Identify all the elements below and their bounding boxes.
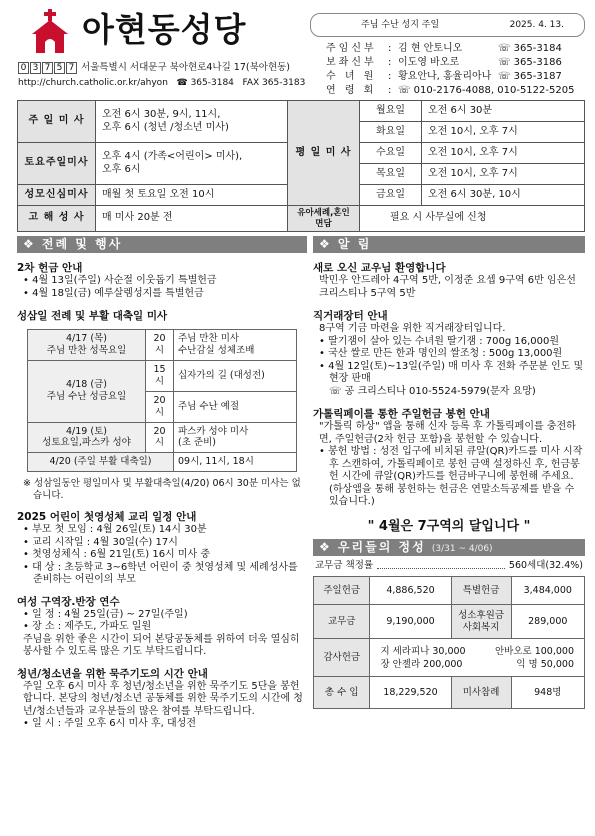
- baptism-marriage-label: 유아세례,혼인면담: [288, 206, 360, 232]
- text: 여성 구역장.반장 연수: [17, 595, 120, 608]
- text: 성삼일 전례 및 부활 대축일 미사: [17, 310, 168, 323]
- text: :: [388, 85, 392, 96]
- text: 미사참례: [451, 677, 511, 709]
- text: 20시: [146, 330, 174, 361]
- address: [18, 62, 290, 74]
- text: • 국산 쌀로 만든 한과 명인의 쌀조청 : 500g 13,000원: [319, 348, 563, 360]
- text: 오후 6시: [102, 163, 141, 175]
- text: • 봉헌 방법 : 성전 입구에 비치된 큐알(QR)카드를 미사 시작 후 스캔하여, 가톨릭페이로 봉헌 금액 설정하신 후, 헌금봉헌 시간에 큐알(QR)카드를 헌금바구니에 봉헌해 주세요. (하상앱을 통해 봉헌하는 헌금은 연말소득공제를 받을 수 있습니다.): [319, 446, 583, 508]
- text: 익 명 50,000: [516, 658, 574, 670]
- text: 주님 만찬 미사: [178, 333, 240, 345]
- monthly-slogan: " 4월은 7구역의 달입니다 ": [367, 518, 531, 534]
- week-banner: [310, 13, 585, 37]
- text: 560세대(32.4%): [508, 560, 583, 572]
- text: 청년/청소년을 위한 묵주기도의 시간 안내: [17, 667, 208, 680]
- text: 서울특별시 서대문구 북아현로4나길 17(북아현동): [81, 62, 290, 73]
- text: 오전 10시, 오후 7시: [422, 143, 585, 164]
- text: 오전 10시, 오후 7시: [422, 122, 585, 143]
- text: • 일 정 : 4월 25일(금) ~ 27일(주일): [23, 608, 188, 620]
- text: 오후 6시 (청년 /청소년 미사): [102, 121, 229, 133]
- text: 필요 시 사무실에 신청: [360, 206, 585, 232]
- text: 황요안나, 홍율리아나: [398, 71, 492, 82]
- weekday-mass-label: 평 일 미 사: [288, 101, 360, 206]
- text: 오전 10시, 오후 7시: [422, 164, 585, 185]
- text: ☏ 010-2176-4088, 010-5122-5205: [398, 85, 575, 96]
- text: 주임신부: [326, 43, 377, 54]
- text: ❖ 우리들의 정성: [319, 540, 426, 555]
- text: 성토요일,파스카 성야: [42, 437, 131, 449]
- text: 특별헌금: [451, 577, 511, 605]
- text: 파스카 성야 미사: [178, 425, 249, 437]
- text: 주일헌금: [314, 577, 370, 605]
- text: 이도영 바오로: [398, 57, 460, 68]
- text: "가톨릭 하상" 앱을 통해 신자 등록 후 가톨릭페이를 충전하면, 주일헌금(2차 헌금 포함)을 봉헌할 수 있습니다.: [319, 421, 576, 445]
- text: • 4월 13일(주일) 사순절 이웃돕기 특별헌금: [23, 275, 217, 287]
- section-header: ❖ 전례 및 행사: [17, 236, 307, 253]
- text: 가톨릭페이를 통한 주일헌금 봉헌 안내: [313, 408, 490, 421]
- sunday-mass-times: [96, 101, 288, 143]
- text: 금요일: [360, 185, 422, 206]
- text: • 장 소 : 제주도, 가파도 일원: [23, 621, 152, 633]
- text: 매월 첫 토요일 오전 10시: [96, 185, 288, 206]
- text: 주님을 위한 좋은 시간이 되어 본당공동체를 위하여 더욱 열심히 봉사할 수 있도록 많은 기도 부탁드립니다.: [23, 633, 300, 658]
- text: 오전 6시 30분, 10시: [422, 185, 585, 206]
- text: 8구역 기금 마련을 위한 직거래장터입니다.: [319, 323, 506, 335]
- postal-code: [18, 62, 78, 73]
- text: 2025 어린이 첫영성체 교리 일정 안내: [17, 510, 197, 523]
- bulletin-date: 2025. 4. 13.: [509, 20, 564, 30]
- offering-table: [313, 576, 585, 709]
- text: 0: [18, 62, 29, 74]
- text: 948명: [511, 677, 584, 709]
- marian-mass-label: 성모신심미사: [18, 185, 96, 206]
- text: 2차 헌금 안내: [17, 262, 83, 274]
- text: 성소후원금 사회복지: [451, 605, 511, 639]
- text: ☏ 365-3184: [498, 43, 562, 54]
- staff-row: [326, 42, 574, 56]
- text: 수요일: [360, 143, 422, 164]
- text: :: [388, 43, 392, 54]
- text: 3: [30, 62, 41, 74]
- text: • 일 시 : 주일 오후 6시 미사 후, 대성전: [23, 718, 196, 730]
- text: 지 세라피나 30,000: [380, 645, 466, 657]
- offering-header: [313, 539, 585, 556]
- text: 장 안젤라 200,000: [380, 658, 463, 670]
- website-link[interactable]: http://church.catholic.or.kr/ahyon: [18, 78, 168, 88]
- staff-row: [326, 70, 574, 84]
- saturday-mass-label: 토요주일미사: [18, 143, 96, 185]
- text: ☏ 공 크리스티나 010-5524-5979(문자 요망): [329, 385, 536, 397]
- text: 총 수 입: [314, 677, 370, 709]
- text: 오전 6시 30분, 9시, 11시,: [102, 109, 221, 120]
- tithe-rate: [313, 560, 585, 572]
- text: 수난감실 성체조배: [178, 345, 255, 357]
- text: 수 녀 원: [326, 71, 377, 82]
- text: 오후 4시 (가족<어린이> 미사),: [102, 151, 243, 162]
- text: ☏ 365-3186: [498, 57, 562, 68]
- phone: ☎ 365-3184: [176, 78, 234, 88]
- staff-row: [326, 84, 574, 98]
- text: • 대 상 : 초등학교 3~6학년 어린이 중 첫영성체 및 세례성사를 준비하는 어린이의 부모: [23, 561, 298, 585]
- holy-week-table: [27, 329, 297, 472]
- text: • 4월 12일(토)~13일(주일) 매 미사 후 전화 주문분 인도 및 현장 판매: [319, 360, 584, 385]
- text: 보좌신부: [326, 57, 377, 68]
- text: 4/17 (목): [66, 333, 107, 345]
- text: 오전 6시 30분: [422, 101, 585, 122]
- text: 매 미사 20분 전: [96, 206, 288, 232]
- text: 20시: [146, 422, 174, 453]
- text: 4/18 (금): [66, 379, 107, 391]
- saturday-mass-times: [96, 143, 288, 185]
- text: 새로 오신 교우님 환영합니다: [313, 262, 446, 274]
- text: 교무금 책정률: [315, 560, 374, 572]
- text: 주님 수난 성금요일: [46, 391, 127, 403]
- sunday-mass-label: 주 일 미 사: [18, 101, 96, 143]
- text: 화요일: [360, 122, 422, 143]
- text: 4/20 (주일 부활 대축일): [28, 453, 174, 472]
- text: 목요일: [360, 164, 422, 185]
- text: 4,886,520: [370, 577, 451, 605]
- text: 주일 오후 6시 미사 후 청년/청소년을 위한 묵주기도 5단을 봉헌합니다. 본당의 청년/청소년 공동체를 위한 묵주기도의 시간에 청년/청소년들과 교우분들의 많은 참여를 부탁드립니다.: [23, 680, 303, 717]
- text: 월요일: [360, 101, 422, 122]
- text: 15시: [146, 361, 174, 392]
- text: (3/31 ~ 4/06): [431, 544, 493, 555]
- text: 18,229,520: [370, 677, 451, 709]
- text: :: [388, 57, 392, 68]
- text: 5: [54, 62, 65, 74]
- fax: FAX 365-3183: [242, 78, 306, 88]
- text: 주님 수난 예절: [174, 391, 297, 422]
- text: 안바오로 100,000: [494, 645, 574, 657]
- text: 직거래장터 안내: [313, 310, 388, 323]
- text: 박민우 안드레아 4구역 5반, 이정준 요셉 9구역 6반 임은선 크리스티나 5구역 5반: [319, 275, 576, 299]
- staff-row: [326, 56, 574, 70]
- text: 교무금: [314, 605, 370, 639]
- text: • 4월 18일(금) 예루살렘성지를 특별헌금: [23, 287, 204, 299]
- text: 9,190,000: [370, 605, 451, 639]
- text: 십자가의 길 (대성전): [174, 361, 297, 392]
- text: ※ 성삼일동안 평일미사 및 부활대축일(4/20) 06시 30분 미사는 없습니다.: [23, 478, 301, 501]
- section-header: ❖ 알 림: [313, 236, 585, 253]
- text: 7: [42, 62, 53, 74]
- confession-label: 고 해 성 사: [18, 206, 96, 232]
- text: 09시, 11시, 18시: [174, 453, 297, 472]
- text: • 교리 시작일 : 4월 30일(수) 17시: [23, 536, 178, 548]
- parish-title: 아현동성당: [82, 10, 247, 49]
- notices-column: [313, 236, 585, 709]
- text: 감사헌금: [314, 639, 370, 677]
- text: 3,484,000: [511, 577, 584, 605]
- contact-line: [18, 78, 305, 89]
- mass-schedule-table: [17, 100, 585, 232]
- text: 연 령 회: [326, 85, 377, 96]
- text: • 첫영성체식 : 6월 21일(토) 16시 미사 중: [23, 549, 211, 560]
- liturgical-week: 주님 수난 성지 주일: [361, 20, 440, 30]
- text: 주님 만찬 성목요일: [46, 345, 127, 357]
- text: 김 현 안토니오: [398, 43, 463, 54]
- text: 4/19 (토): [66, 425, 107, 437]
- text: (초 준비): [178, 437, 216, 449]
- staff-list: [326, 42, 574, 98]
- text: 20시: [146, 391, 174, 422]
- liturgy-events-column: [17, 236, 307, 731]
- text: :: [388, 71, 392, 82]
- text: • 부모 첫 모임 : 4월 26일(토) 14시 30분: [23, 524, 207, 535]
- text: 7: [66, 62, 77, 74]
- church-logo-icon: [30, 8, 70, 54]
- text: • 딸기잼이 살아 있는 수녀원 딸기잼 : 700g 16,000원: [319, 335, 560, 347]
- text: ☏ 365-3187: [498, 71, 562, 82]
- text: 289,000: [511, 605, 584, 639]
